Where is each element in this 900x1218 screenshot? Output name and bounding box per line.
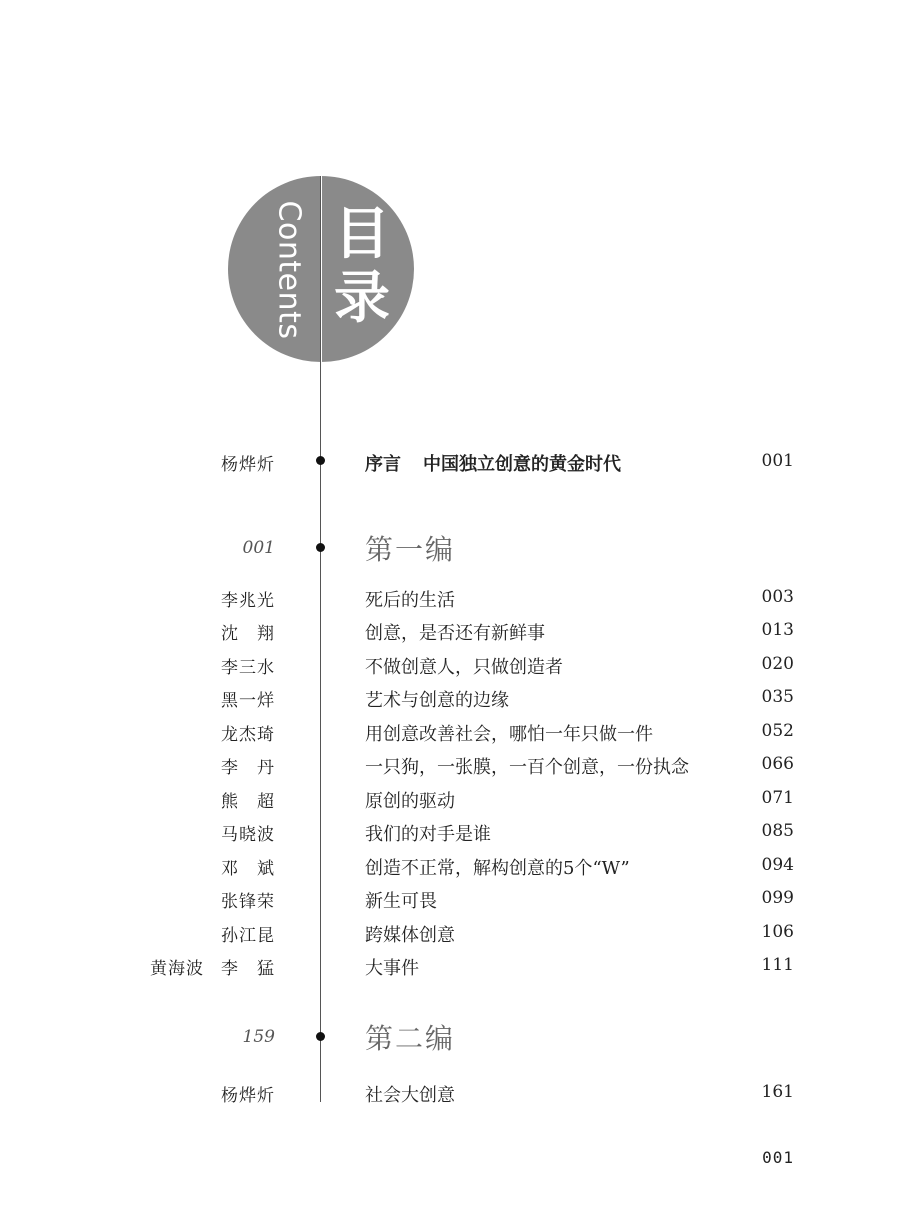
preface-bullet bbox=[316, 456, 325, 465]
preface-page: 001 bbox=[761, 451, 794, 471]
entry-title[interactable]: 死后的生活 bbox=[365, 590, 455, 611]
entry-title[interactable]: 不做创意人，只做创造者 bbox=[365, 657, 563, 678]
contents-label: Contents bbox=[271, 200, 307, 340]
entry-author: 沈 翔 bbox=[221, 624, 275, 644]
entry-page: 085 bbox=[761, 821, 794, 841]
entry-author: 李 猛 bbox=[221, 959, 275, 979]
entry-page: 035 bbox=[761, 687, 794, 707]
entry-title[interactable]: 新生可畏 bbox=[365, 891, 437, 912]
entry-page: 071 bbox=[761, 788, 794, 808]
entry-page: 052 bbox=[761, 721, 794, 741]
entry-page: 161 bbox=[761, 1082, 794, 1102]
entry-title[interactable]: 创造不正常，解构创意的5个“W” bbox=[365, 858, 630, 879]
entry-title[interactable]: 一只狗，一张膜，一百个创意，一份执念 bbox=[365, 757, 689, 778]
entry-author: 张锋荣 bbox=[221, 892, 275, 912]
part-title[interactable]: 第一编 bbox=[365, 533, 456, 566]
entry-title[interactable]: 创意，是否还有新鲜事 bbox=[365, 623, 545, 644]
entry-title[interactable]: 跨媒体创意 bbox=[365, 925, 455, 946]
entry-page: 099 bbox=[761, 888, 794, 908]
part-title[interactable]: 第二编 bbox=[365, 1022, 456, 1055]
page-folio: 001 bbox=[762, 1148, 794, 1167]
entry-author: 熊 超 bbox=[221, 792, 275, 812]
entry-author: 孙江昆 bbox=[221, 926, 275, 946]
entry-author: 杨烨炘 bbox=[221, 1086, 275, 1106]
entry-author: 李三水 bbox=[221, 658, 275, 678]
entry-author: 李 丹 bbox=[221, 758, 275, 778]
mulu-char-1: 目 bbox=[334, 201, 390, 267]
part-page-number: 001 bbox=[242, 538, 275, 558]
entry-page: 066 bbox=[761, 754, 794, 774]
entry-title[interactable]: 用创意改善社会，哪怕一年只做一件 bbox=[365, 724, 653, 745]
entry-page: 111 bbox=[761, 955, 794, 975]
entry-page: 094 bbox=[761, 855, 794, 875]
entry-author: 邓 斌 bbox=[221, 859, 275, 879]
entry-author: 李兆光 bbox=[221, 591, 275, 611]
entry-title[interactable]: 我们的对手是谁 bbox=[365, 824, 491, 845]
entry-page: 106 bbox=[761, 922, 794, 942]
part-bullet bbox=[316, 543, 325, 552]
entry-author: 马晓波 bbox=[221, 825, 275, 845]
preface-title[interactable] bbox=[365, 450, 621, 476]
entry-author: 龙杰琦 bbox=[221, 725, 275, 745]
entry-page: 020 bbox=[761, 654, 794, 674]
entry-title[interactable]: 原创的驱动 bbox=[365, 791, 455, 812]
part-bullet bbox=[316, 1032, 325, 1041]
entry-author: 黑一烊 bbox=[221, 691, 275, 711]
mulu-char-2: 录 bbox=[334, 265, 390, 331]
part-page-number: 159 bbox=[242, 1027, 275, 1047]
entry-title[interactable]: 大事件 bbox=[365, 958, 419, 979]
preface-author: 杨烨炘 bbox=[221, 455, 275, 475]
entry-coauthor: 黄海波 bbox=[150, 959, 204, 979]
preface-title-prefix: 序言 bbox=[365, 454, 401, 475]
entry-title[interactable]: 社会大创意 bbox=[365, 1085, 455, 1106]
entry-page: 003 bbox=[761, 587, 794, 607]
entry-title[interactable]: 艺术与创意的边缘 bbox=[365, 690, 509, 711]
entry-page: 013 bbox=[761, 620, 794, 640]
timeline-line bbox=[320, 176, 321, 1102]
preface-title-text: 中国独立创意的黄金时代 bbox=[423, 454, 621, 475]
